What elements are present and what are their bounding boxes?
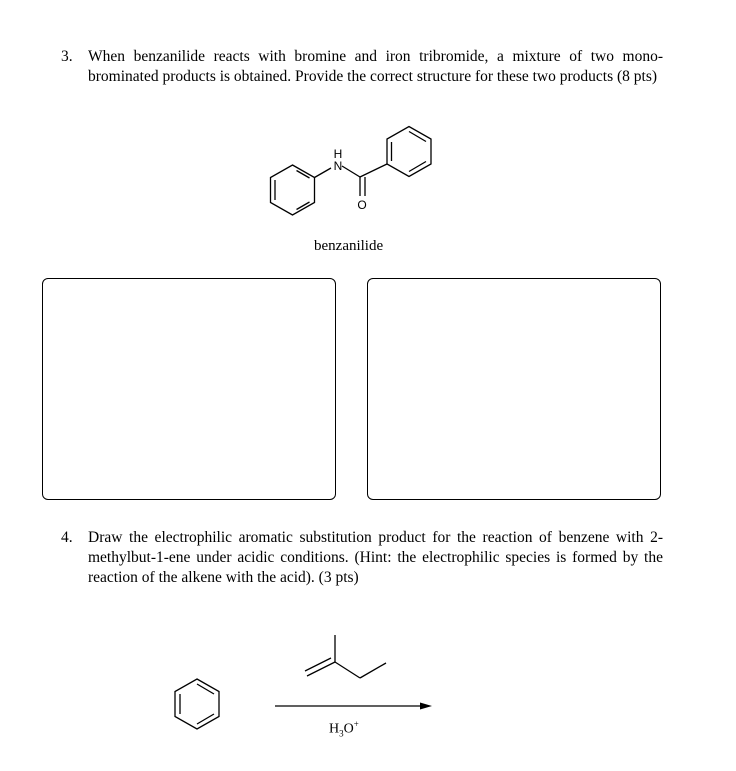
question-4 [61,528,663,590]
benzanilide-caption: benzanilide [314,238,384,254]
oxygen-label: O [357,198,367,212]
question-3 [61,47,663,109]
reaction-arrow [270,698,435,714]
acid-reagent-label: $H_3O^+$ [329,719,359,739]
answer-box-product-1[interactable] [42,278,336,500]
benzanilide-structure [262,118,442,218]
benzene-structure [160,670,236,738]
question-4-number: 4. [61,529,73,546]
question-3-number: 3. [61,48,73,65]
nitrogen-label: N [333,159,343,173]
hydrogen-label: H [333,147,343,161]
question-3-text: When benzanilide reacts with bromine and iron tribromide, a mixture of two mono-brominated products is obtained. Provide the correct structure for these two products (8 pts) [88,48,663,85]
alkene-structure [300,630,390,690]
question-4-text: Draw the electrophilic aromatic substitution product for the reaction of benzene with 2-methylbut-1-ene under acidic conditions. (Hint: the electrophilic species is formed by the reaction of the alkene with the acid). (3 pts) [88,529,663,586]
answer-box-product-2[interactable] [367,278,661,500]
